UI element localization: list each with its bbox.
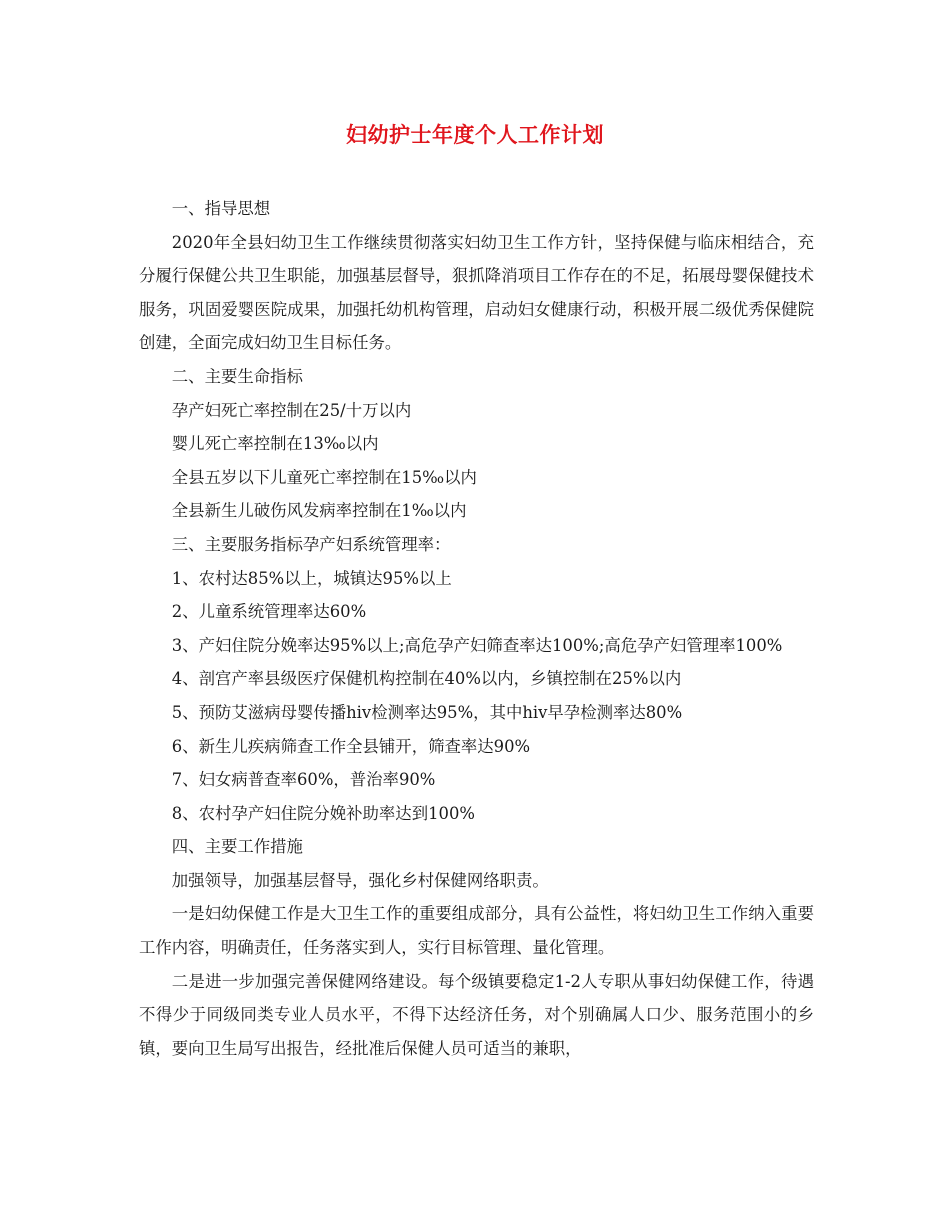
heading-service-indicators: 三、主要服务指标孕产妇系统管理率： [171, 534, 451, 554]
indicator-maternal-mortality: 孕产妇死亡率控制在25/十万以内 [171, 400, 412, 420]
indicator-neonatal-tetanus: 全县新生儿破伤风发病率控制在1‰以内 [171, 501, 467, 521]
paragraph-measure-one: 一是妇幼保健工作是大卫生工作的重要组成部分，具有公益性，将妇幼卫生工作纳入重要工作内容，明确责任，任务落实到人，实行目标管理、量化管理。 [139, 904, 814, 958]
list-item-2: 2、儿童系统管理率达60% [171, 602, 367, 622]
indicator-under-five-mortality: 全县五岁以下儿童死亡率控制在15‰以内 [171, 467, 477, 487]
list-item-6: 6、新生儿疾病筛查工作全县铺开，筛查率达90% [171, 736, 531, 756]
heading-guiding-ideology: 一、指导思想 [171, 199, 271, 218]
list-item-1: 1、农村达85%以上，城镇达95%以上 [171, 568, 452, 588]
list-item-7: 7、妇女病普查率60%，普治率90% [171, 770, 436, 790]
list-item-3: 3、产妇住院分娩率达95%以上;高危孕产妇筛查率达100%;高危孕产妇管理率100% [171, 635, 783, 655]
document-title: 妇幼护士年度个人工作计划 [346, 123, 604, 147]
heading-work-measures: 四、主要工作措施 [171, 837, 303, 857]
list-item-4: 4、剖宫产率县级医疗保健机构控制在40%以内，乡镇控制在25%以内 [171, 669, 682, 689]
document-body [139, 192, 814, 1065]
indicator-infant-mortality: 婴儿死亡率控制在13‰以内 [171, 434, 379, 454]
list-item-8: 8、农村孕产妇住院分娩补助率达到100% [171, 803, 475, 823]
heading-life-indicators: 二、主要生命指标 [171, 366, 303, 386]
paragraph-measure-two: 二是进一步加强完善保健网络建设。每个级镇要稳定1-2人专职从事妇幼保健工作，待遇不得少于同级同类专业人员水平，不得下达经济任务，对个别确属人口少、服务范围小的乡镇，要向卫生局写出报告，经批准后保健人员可适当的兼职， [139, 971, 814, 1058]
list-item-5: 5、预防艾滋病母婴传播hiv检测率达95%，其中hiv早孕检测率达80% [171, 702, 683, 722]
paragraph-strengthen-leadership: 加强领导，加强基层督导，强化乡村保健网络职责。 [171, 870, 549, 890]
paragraph-guiding-ideology: 2020年全县妇幼卫生工作继续贯彻落实妇幼卫生工作方针，坚持保健与临床相结合，充分履行保健公共卫生职能，加强基层督导，狠抓降消项目工作存在的不足，拓展母婴保健技术服务，巩固爱婴医院成果，加强托幼机构管理，启动妇女健康行动，积极开展二级优秀保健院创建，全面完成妇幼卫生目标任务。 [139, 232, 814, 353]
